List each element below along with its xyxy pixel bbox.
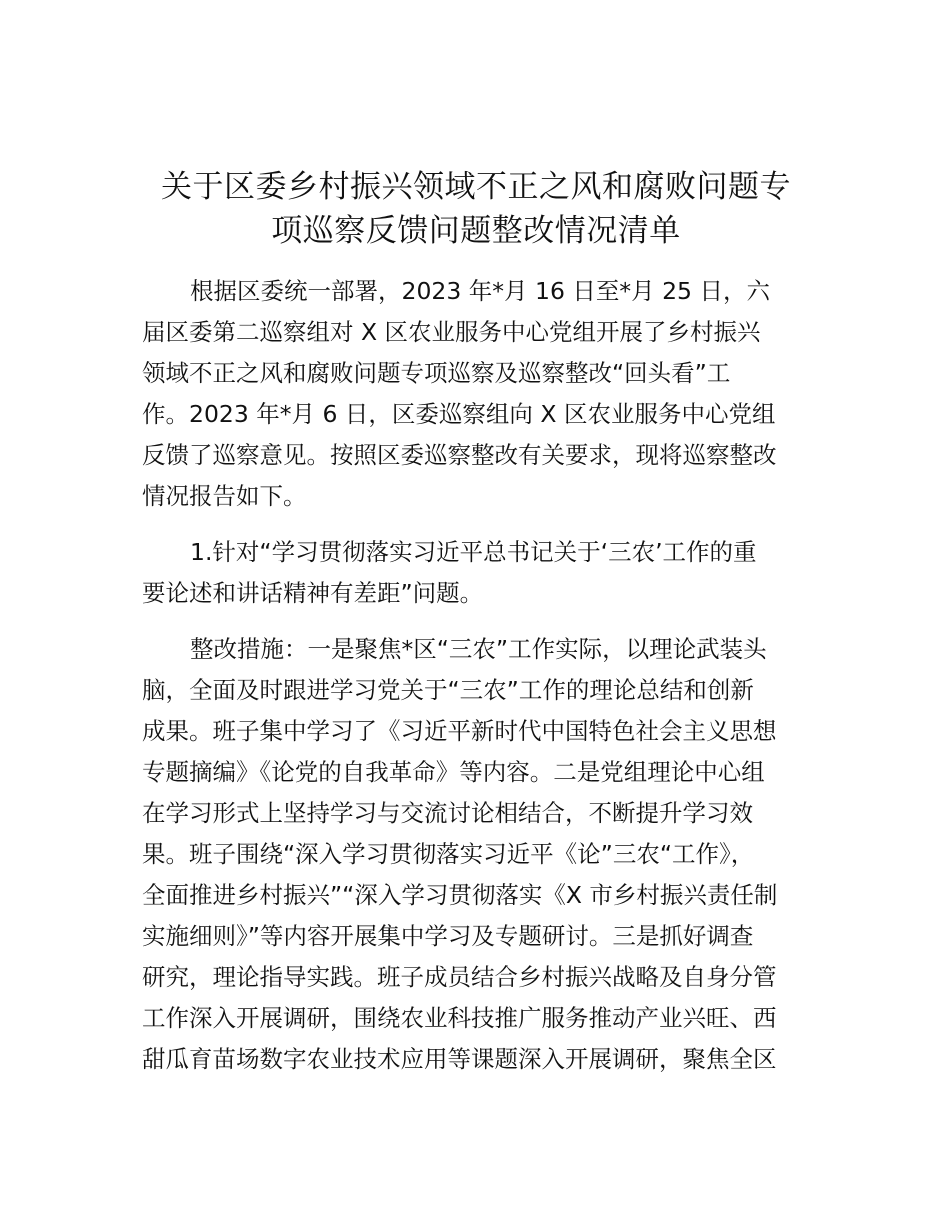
text-line: 反馈了巡察意见。按照区委巡察整改有关要求，现将巡察整改 bbox=[142, 441, 777, 469]
title-line: 项巡察反馈问题整改情况清单 bbox=[271, 213, 681, 249]
text-line: 1.针对“学习贯彻落实习近平总书记关于‘三农’工作的重 bbox=[190, 538, 757, 566]
text-line: 在学习形式上坚持学习与交流讨论相结合，不断提升学习效 bbox=[142, 799, 753, 827]
document-title bbox=[142, 165, 810, 253]
paragraph-issue-1 bbox=[142, 532, 810, 614]
text-line: 成果。班子集中学习了《习近平新时代中国特色社会主义思想 bbox=[142, 717, 777, 745]
text-line: 领域不正之风和腐败问题专项巡察及巡察整改“回头看”工 bbox=[142, 359, 731, 387]
text-line: 脑，全面及时跟进学习党关于“三农”工作的理论总结和创新 bbox=[142, 676, 754, 704]
text-line: 专题摘编》《论党的自我革命》等内容。二是党组理论中心组 bbox=[142, 758, 765, 786]
paragraph-measures bbox=[142, 629, 810, 1080]
text-line: 甜瓜育苗场数字农业技术应用等课题深入开展调研，聚焦全区 bbox=[142, 1045, 777, 1073]
paragraph-intro bbox=[142, 271, 810, 517]
text-line: 全面推进乡村振兴”“深入学习贯彻落实《X 市乡村振兴责任制 bbox=[142, 881, 778, 909]
text-line: 果。班子围绕“深入学习贯彻落实习近平《论”三农“工作》， bbox=[142, 840, 755, 868]
text-line: 作。2023 年*月 6 日，区委巡察组向 X 区农业服务中心党组 bbox=[142, 400, 776, 428]
text-line: 届区委第二巡察组对 X 区农业服务中心党组开展了乡村振兴 bbox=[142, 318, 761, 346]
text-line: 整改措施：一是聚焦*区“三农”工作实际，以理论武装头 bbox=[190, 635, 767, 663]
text-line: 情况报告如下。 bbox=[142, 482, 307, 510]
text-line: 实施细则》”等内容开展集中学习及专题研讨。三是抓好调查 bbox=[142, 922, 754, 950]
document-page bbox=[142, 165, 810, 1080]
title-line: 关于区委乡村振兴领域不正之风和腐败问题专 bbox=[161, 169, 791, 205]
text-line: 工作深入开展调研，围绕农业科技推广服务推动产业兴旺、西 bbox=[142, 1004, 777, 1032]
text-line: 研究，理论指导实践。班子成员结合乡村振兴战略及自身分管 bbox=[142, 963, 777, 991]
text-line: 根据区委统一部署，2023 年*月 16 日至*月 25 日，六 bbox=[190, 277, 770, 305]
text-line: 要论述和讲话精神有差距”问题。 bbox=[142, 579, 484, 607]
